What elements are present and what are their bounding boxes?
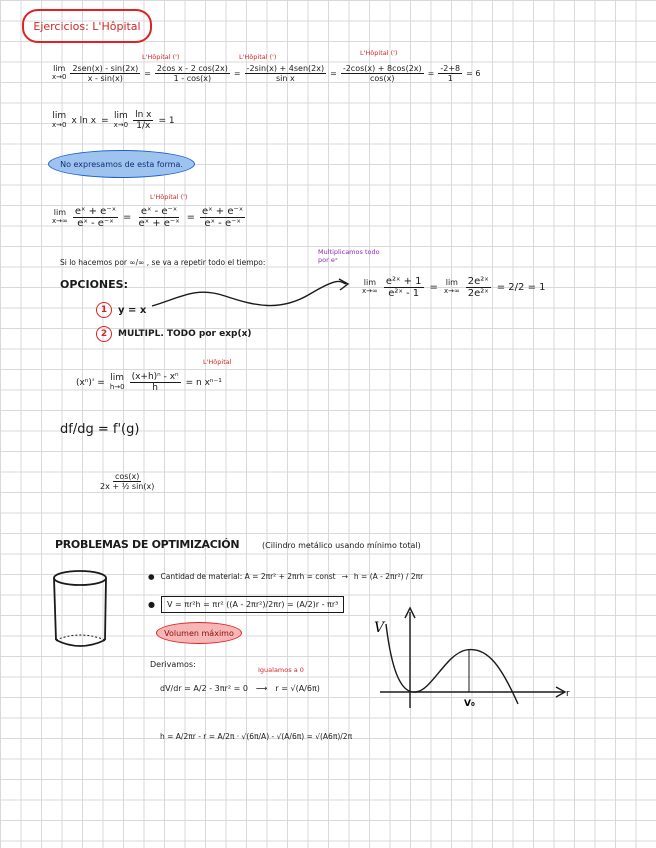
cylinder-icon: [52, 568, 112, 650]
dv-dr-equation: dV/dr = A/2 - 3πr² = 0 ⟶ r = √(A/6π): [160, 684, 320, 693]
volume-graph: [368, 604, 576, 716]
h-result: h = A/2πr - r = A/2π · √(6π/A) - √(A/6π) = √(A6π)/2π: [160, 732, 353, 741]
derivative-definition: (xⁿ)' = lim h→0 $\frac{\text{(x+h)ⁿ - xⁿ}}{h}$ = n xⁿ⁻¹: [76, 372, 222, 393]
optimization-title: PROBLEMAS DE OPTIMIZACIÓN: [55, 538, 240, 551]
df-dg-formula: df/dg = f'(g): [60, 422, 140, 437]
option-1-number: 1: [96, 302, 112, 318]
lhopital-note-3: L'Hôpital ('): [360, 49, 398, 57]
fraction-3: $\frac{\text{-2sin(x) + 4sen(2x)}}{\text{sin x}}$: [246, 64, 325, 83]
equal-zero-note: Igualamos a 0: [258, 666, 304, 674]
optimization-subtitle: (Cilindro metálico usando mínimo total): [262, 541, 421, 550]
option-1: 1 y = x: [96, 302, 146, 318]
fraction-2: $\frac{\text{2cos x - 2 cos(2x)}}{1 - \cos(x)}$: [156, 64, 228, 83]
lhopital-note-1: L'Hôpital ('): [142, 53, 180, 61]
multiply-note: Multiplicamos todo por eˣ: [318, 248, 380, 264]
options-heading: OPCIONES:: [60, 278, 128, 291]
derivamos-label: Derivamos:: [150, 660, 196, 669]
exercise-3: lim x→∞ $\frac{\text{eˣ + e⁻ˣ}}{\text{eˣ - e⁻ˣ}}$ = $\frac{\text{eˣ - e⁻ˣ}}{\text{eˣ + e⁻ˣ}}$ = $\frac{\text{eˣ + e⁻ˣ}}{\text{eˣ - e⁻ˣ}}$: [52, 206, 244, 229]
graph-v0-label: V₀: [464, 699, 475, 709]
option-2-number: 2: [96, 326, 112, 342]
result-1: = 6: [466, 69, 481, 78]
cos-fraction: $\frac{\cos(x)}{\text{2x + ½ sin(x)}}$: [100, 472, 155, 491]
exercise-2: lim x→0 x ln x = lim x→0 $\frac{\text{ln x}}{1/x}$ = 1: [52, 110, 175, 131]
fraction-5: $\frac{-2+8}{1}$: [440, 64, 461, 83]
graph-y-label: V: [374, 620, 385, 636]
lhopital-note-4: L'Hôpital ('): [150, 193, 188, 201]
lhopital-note-5: L'Hôpital: [203, 358, 232, 366]
volume-max-oval: Volumen máximo: [156, 622, 242, 644]
graph-x-label: r: [566, 689, 570, 699]
fraction-1: $\frac{\text{2sen(x) - sin(2x)}}{x - \sin(x)}$: [72, 64, 139, 83]
note-oval-blue: No expresamos de esta forma.: [48, 150, 195, 178]
title-badge: [22, 9, 152, 43]
bullet-2: ● V = πr²h = πr² ((A - 2πr²)/2πr) = (A/2)r - πr³: [148, 596, 344, 613]
fraction-4: $\frac{-2\cos(x) + 8\cos(2x)}{\cos(x)}$: [342, 64, 422, 83]
limit-symbol: lim x→0: [52, 64, 67, 82]
page-title: Ejercicios: L'Hôpital: [33, 19, 141, 33]
exercise-4: lim x→∞ $\frac{\text{e²ˣ + 1}}{\text{e²ˣ - 1}}$ = lim x→∞ $\frac{\text{2e²ˣ}}{\text{2e²ˣ}}$ = 2/2 = 1: [362, 276, 546, 299]
repeat-note: Si lo hacemos por ∞/∞ , se va a repetir todo el tiempo:: [60, 258, 266, 267]
exercise-1: lim x→0 $\frac{\text{2sen(x) - sin(2x)}}{x - \sin(x)}$ = $\frac{\text{2cos x - 2 cos(2x)}}{1 - \cos(x)}$ = $\frac{\text{-2sin(x) + 4sen(2x)}}{\text{sin x}}$ = $\frac{-2\cos(x) + 8\cos(2x)}{\cos(x)}$ = $\frac{-2+8}{1}$ = 6: [52, 64, 481, 83]
option-2: 2 MULTIPL. TODO por exp(x): [96, 326, 252, 342]
bullet-1: ● Cantidad de material: A = 2πr² + 2πrh = const → h = (A - 2πr²) / 2πr: [148, 572, 424, 581]
lhopital-note-2: L'Hôpital ('): [239, 53, 277, 61]
wavy-arrow-icon: [150, 276, 355, 316]
